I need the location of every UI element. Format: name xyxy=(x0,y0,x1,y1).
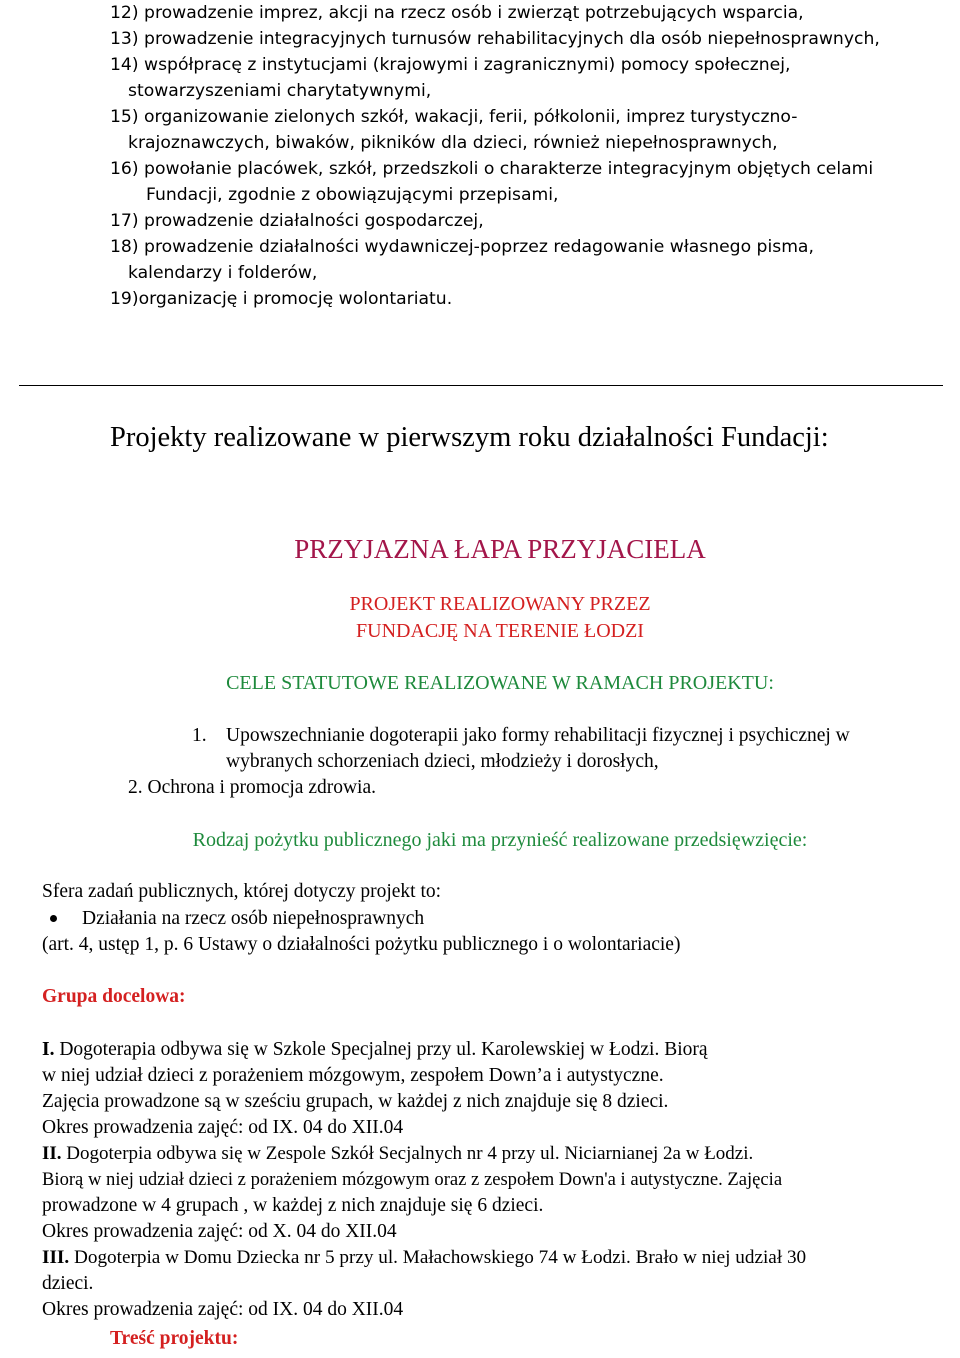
goal-item-1 xyxy=(192,723,960,749)
statute-item: 16) powołanie placówek, szkół, przedszkoli o charakterze integracyjnym objętych celami xyxy=(110,159,874,179)
statute-item-continuation: Fundacji, zgodnie z obowiązującymi przepisami, xyxy=(146,185,559,205)
horizontal-divider xyxy=(19,385,943,386)
statute-item: 12) prowadzenie imprez, akcji na rzecz osób i zwierząt potrzebujących wsparcia, xyxy=(110,3,804,23)
group-2-line xyxy=(42,1141,958,1167)
group-label: II. xyxy=(42,1143,62,1164)
target-group-heading: Grupa docelowa: xyxy=(42,986,186,1007)
statute-item-text: 15) organizowanie zielonych szkół, wakacji, ferii, półkolonii, imprez turystyczno- xyxy=(110,107,798,127)
statute-item-text: 18) prowadzenie działalności wydawniczej-poprzez redagowanie własnego pisma, xyxy=(110,237,814,257)
project-subtitle-line2: FUNDACJĘ NA TERENIE ŁODZI xyxy=(356,620,644,642)
group-3-period: Okres prowadzenia zajęć: od IX. 04 do XII.04 xyxy=(42,1299,404,1320)
group-2-line: prowadzone w 4 grupach , w każdej z nich znajduje się 6 dzieci. xyxy=(42,1195,544,1216)
statute-item xyxy=(110,52,956,78)
goal-item-1-continuation: wybranych schorzeniach dzieci, młodzieży i dorosłych, xyxy=(226,751,659,772)
statute-item xyxy=(110,234,956,260)
sphere-text: Sfera zadań publicznych, której dotyczy projekt to: xyxy=(42,881,442,902)
bullet-icon xyxy=(50,915,57,922)
benefit-heading: Rodzaj pożytku publicznego jaki ma przynieść realizowane przedsięwzięcie: xyxy=(192,829,808,851)
statute-item xyxy=(110,104,956,130)
group-text: Dogoterpia w Domu Dziecka nr 5 przy ul. Małachowskiego 74 w Łodzi. Brało w niej udział 30 xyxy=(69,1247,807,1268)
project-name: PRZYJAZNA ŁAPA PRZYJACIELA xyxy=(294,534,706,564)
group-text: Dogoterpia odbywa się w Zespole Szkół Secjalnych nr 4 przy ul. Niciarnianej 2a w Łodzi. xyxy=(61,1143,754,1164)
project-subtitle-line1: PROJEKT REALIZOWANY PRZEZ xyxy=(349,593,651,615)
statute-item: 13) prowadzenie integracyjnych turnusów rehabilitacyjnych dla osób niepełnosprawnych, xyxy=(110,29,880,49)
group-1-line: Zajęcia prowadzone są w sześciu grupach, w każdej z nich znajduje się 8 dzieci. xyxy=(42,1091,669,1112)
group-1-line: w niej udział dzieci z porażeniem mózgowym, zespołem Down’a i autystyczne. xyxy=(42,1065,664,1086)
statute-item: 17) prowadzenie działalności gospodarczej, xyxy=(110,211,484,231)
group-2-line: Biorą w niej udział dzieci z porażeniem mózgowym oraz z zespołem Down'a i autystyczne. Zajęcia xyxy=(42,1169,783,1190)
group-2-period: Okres prowadzenia zajęć: od X. 04 do XII.04 xyxy=(42,1221,397,1242)
goal-text: Upowszechnianie dogoterapii jako formy rehabilitacji fizycznej i psychicznej w xyxy=(226,725,850,746)
statute-item-continuation: kalendarzy i folderów, xyxy=(128,263,318,283)
group-3-line: dzieci. xyxy=(42,1273,94,1294)
statute-item-text: 14) współpracę z instytucjami (krajowymi i zagranicznymi) pomocy społecznej, xyxy=(110,55,791,75)
statute-list xyxy=(110,0,960,312)
content-heading: Treść projektu: xyxy=(110,1328,239,1349)
statute-item-continuation: stowarzyszeniami charytatywnymi, xyxy=(128,81,432,101)
statute-item: 19)organizację i promocję wolontariatu. xyxy=(110,289,453,309)
group-1-line xyxy=(42,1037,958,1063)
goals-heading: CELE STATUTOWE REALIZOWANE W RAMACH PROJEKTU: xyxy=(226,672,774,694)
statute-item-continuation: krajoznawczych, biwaków, pikników dla dzieci, również niepełnosprawnych, xyxy=(128,133,778,153)
section-title: Projekty realizowane w pierwszym roku działalności Fundacji: xyxy=(110,422,829,453)
goal-item-2: 2. Ochrona i promocja zdrowia. xyxy=(128,777,376,798)
goal-number: 1. xyxy=(192,725,207,746)
group-label: III. xyxy=(42,1247,70,1268)
group-1-period: Okres prowadzenia zajęć: od IX. 04 do XII.04 xyxy=(42,1117,404,1138)
group-3-line xyxy=(42,1245,958,1271)
group-label: I. xyxy=(42,1039,55,1060)
sphere-reference: (art. 4, ustęp 1, p. 6 Ustawy o działalności pożytku publicznego i o wolontariacie) xyxy=(42,934,681,955)
group-text: Dogoterapia odbywa się w Szkole Specjalnej przy ul. Karolewskiej w Łodzi. Biorą xyxy=(54,1039,708,1060)
sphere-bullet-item: Działania na rzecz osób niepełnosprawnych xyxy=(82,908,425,929)
